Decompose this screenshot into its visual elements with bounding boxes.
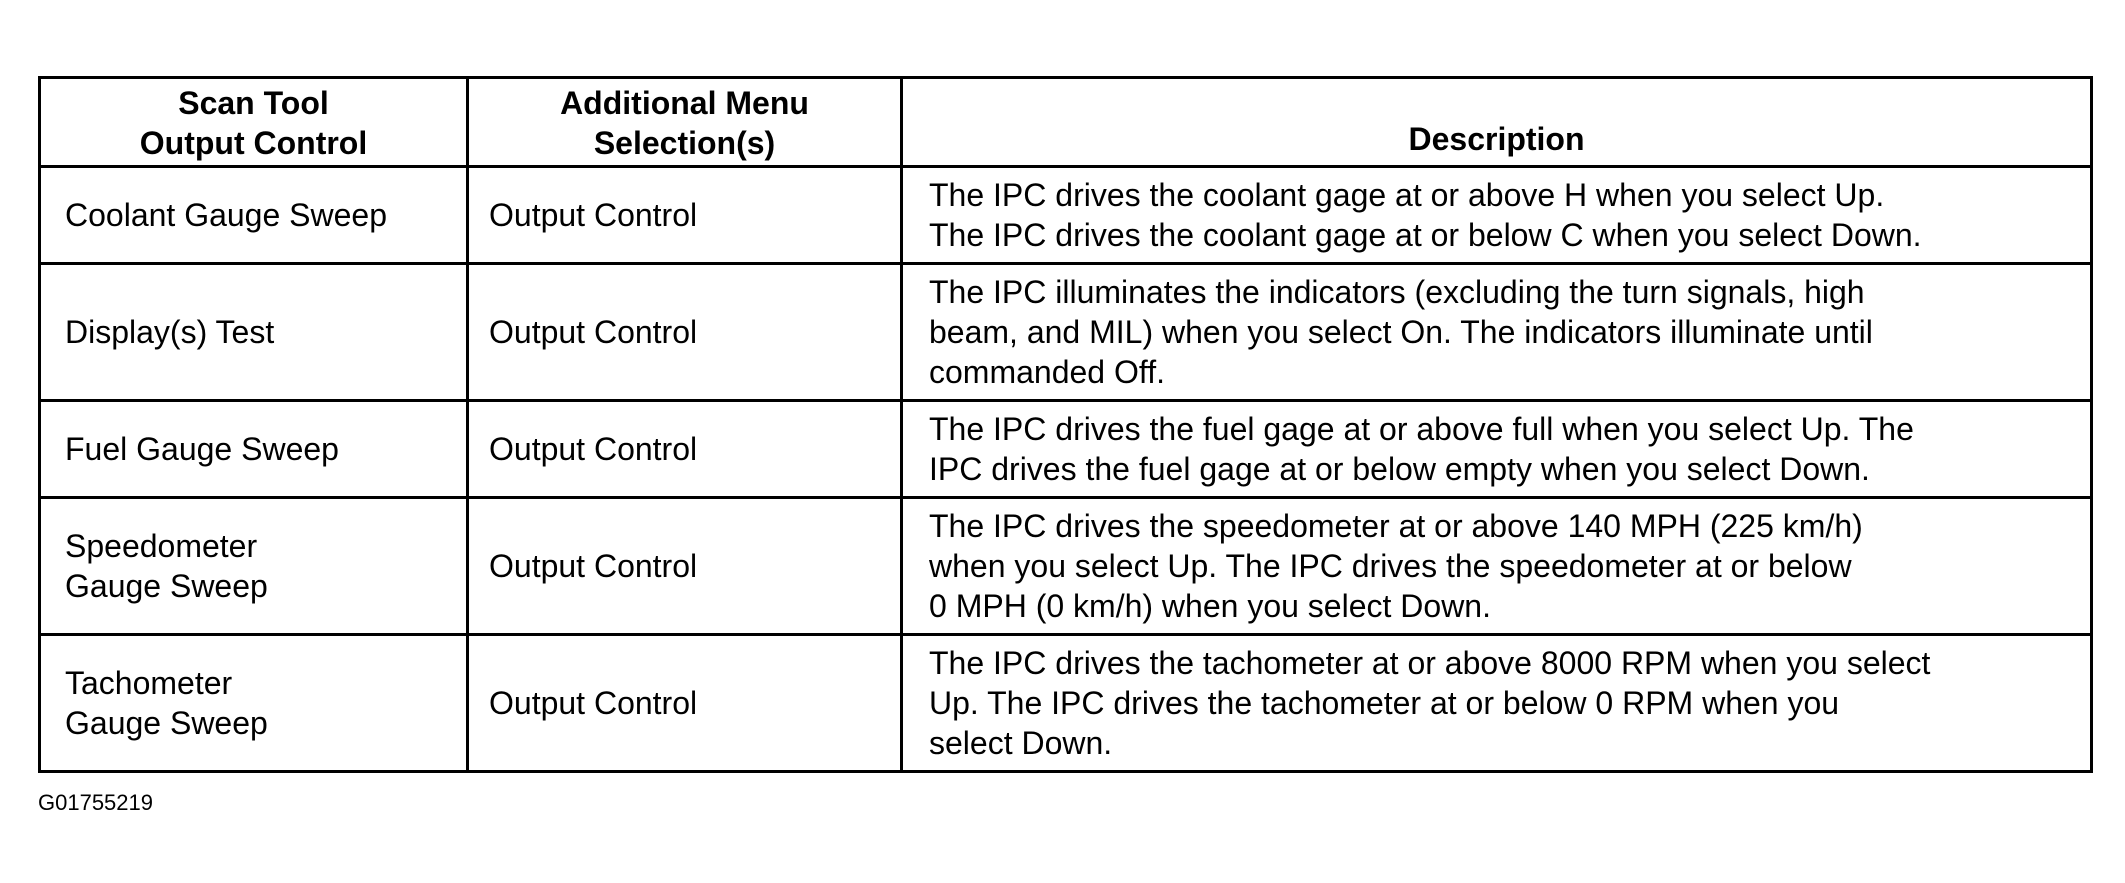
menu-selection-cell	[468, 264, 902, 401]
figure-id: G01755219	[38, 790, 153, 815]
header-line: Selection(s)	[593, 125, 776, 161]
output-control-name-cell	[40, 635, 468, 772]
description-line: beam, and MIL) when you select On. The indicators illuminate until	[929, 314, 1873, 350]
menu-selection-cell	[468, 401, 902, 498]
menu-selection: Output Control	[489, 685, 698, 721]
description-line: commanded Off.	[929, 354, 1165, 390]
description-line: The IPC drives the speedometer at or above 140 MPH (225 km/h)	[929, 508, 1863, 544]
header-additional-menu-selections	[468, 78, 902, 167]
description-line: The IPC drives the fuel gage at or above full when you select Up. The	[929, 411, 1914, 447]
header-line: Additional Menu	[560, 85, 809, 121]
description-line: 0 MPH (0 km/h) when you select Down.	[929, 588, 1491, 624]
description-line: Up. The IPC drives the tachometer at or below 0 RPM when you	[929, 685, 1840, 721]
table-row	[40, 635, 2092, 772]
description-cell	[902, 401, 2092, 498]
output-control-name: Display(s) Test	[65, 314, 275, 350]
output-control-name: Gauge Sweep	[65, 568, 268, 604]
menu-selection-cell	[468, 498, 902, 635]
table-header-row	[40, 78, 2092, 167]
output-control-name-cell	[40, 401, 468, 498]
menu-selection-cell	[468, 167, 902, 264]
table-row	[40, 167, 2092, 264]
table-row	[40, 498, 2092, 635]
table-row	[40, 401, 2092, 498]
output-control-name: Gauge Sweep	[65, 705, 268, 741]
output-control-name-cell	[40, 167, 468, 264]
description-line: The IPC illuminates the indicators (excluding the turn signals, high	[929, 274, 1865, 310]
description-cell	[902, 167, 2092, 264]
header-line: Description	[1408, 121, 1585, 157]
output-control-name: Fuel Gauge Sweep	[65, 431, 339, 467]
description-cell	[902, 498, 2092, 635]
description-line: select Down.	[929, 725, 1113, 761]
output-control-name-cell	[40, 264, 468, 401]
description-line: The IPC drives the tachometer at or above 8000 RPM when you select	[929, 645, 1931, 681]
description-cell	[902, 635, 2092, 772]
output-control-name: Tachometer	[65, 665, 233, 701]
menu-selection-cell	[468, 635, 902, 772]
header-scan-tool-output-control	[40, 78, 468, 167]
menu-selection: Output Control	[489, 548, 698, 584]
header-line: Output Control	[139, 125, 368, 161]
output-control-name-cell	[40, 498, 468, 635]
description-line: The IPC drives the coolant gage at or below C when you select Down.	[929, 217, 1922, 253]
menu-selection: Output Control	[489, 314, 698, 350]
menu-selection: Output Control	[489, 197, 698, 233]
table-row	[40, 264, 2092, 401]
description-line: IPC drives the fuel gage at or below empty when you select Down.	[929, 451, 1870, 487]
output-control-name: Speedometer	[65, 528, 258, 564]
header-description	[902, 78, 2092, 167]
description-line: when you select Up. The IPC drives the speedometer at or below	[929, 548, 1852, 584]
header-line: Scan Tool	[178, 85, 329, 121]
description-line: The IPC drives the coolant gage at or above H when you select Up.	[929, 177, 1885, 213]
output-control-name: Coolant Gauge Sweep	[65, 197, 387, 233]
menu-selection: Output Control	[489, 431, 698, 467]
output-control-table	[38, 76, 2093, 773]
description-cell	[902, 264, 2092, 401]
